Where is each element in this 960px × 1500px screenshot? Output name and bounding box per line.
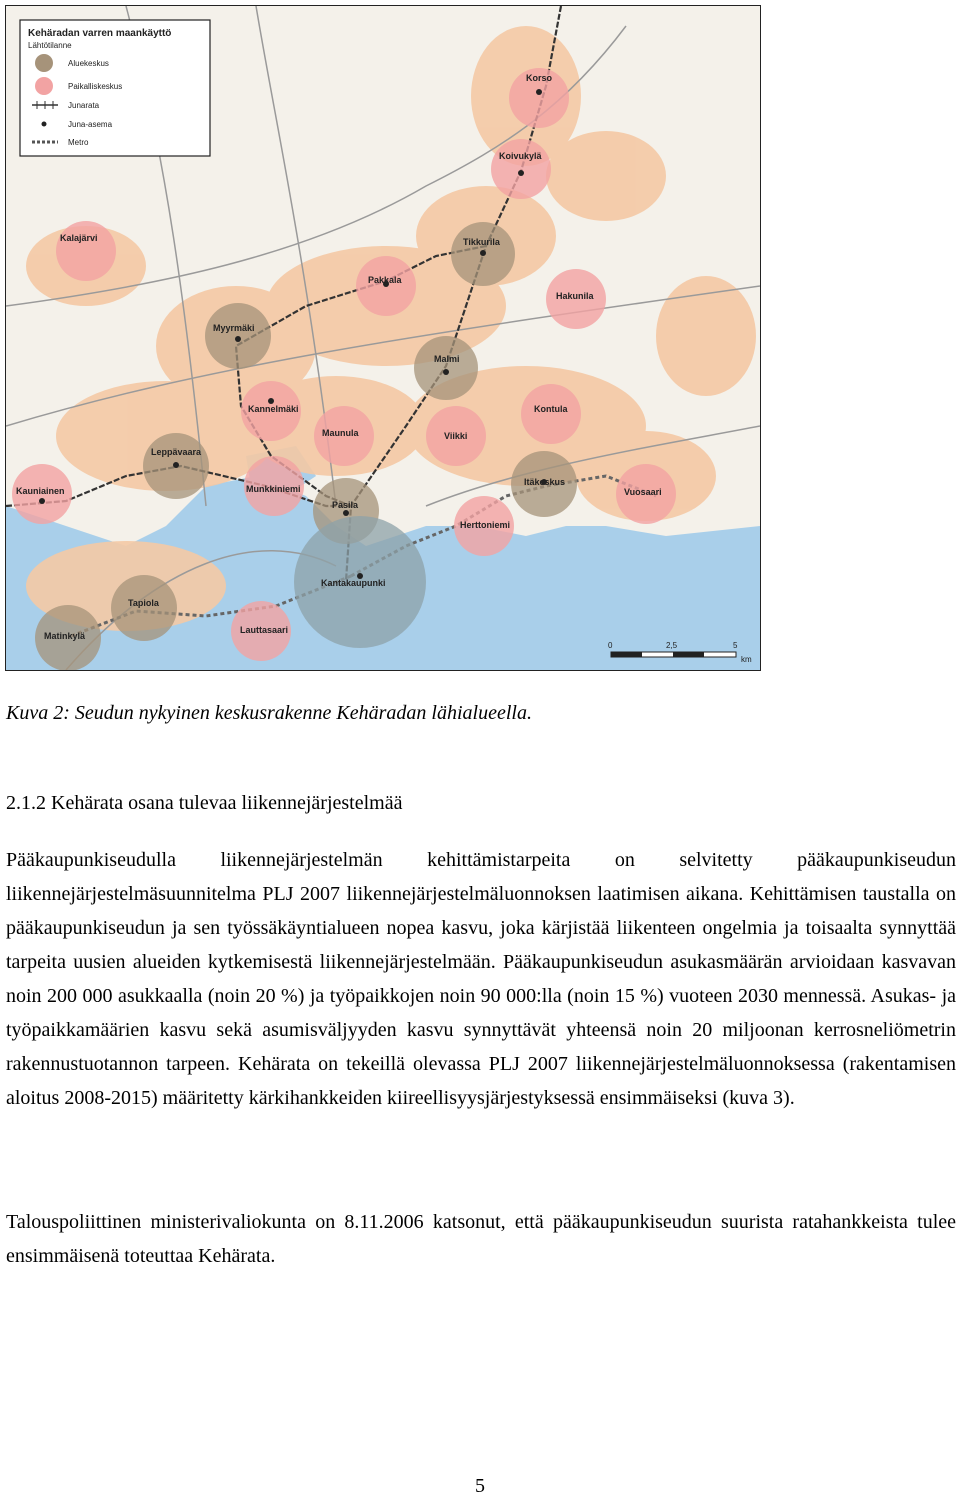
aluekeskus-circle-icon [35, 54, 53, 72]
place-label: Korso [526, 73, 553, 83]
place-label: Tapiola [128, 598, 159, 608]
place-label: Maunula [322, 428, 359, 438]
kalajarvi-circle [56, 221, 116, 281]
figure-caption: Kuva 2: Seudun nykyinen keskusrakenne Kehäradan lähialueella. [6, 702, 532, 724]
place-label: Kantakaupunki [321, 578, 386, 588]
koivukyla-circle [491, 139, 551, 199]
place-label: Hakunila [556, 291, 594, 301]
body-paragraph: Talouspoliittinen ministerivaliokunta on 8.11.2006 katsonut, että pääkaupunkiseudun suurista ratahankkeista tulee ensimmäisenä toteuttaa Kehärata. [6, 1211, 956, 1267]
paikalliskeskus-circle-icon [35, 77, 53, 95]
page-number: 5 [475, 1475, 485, 1497]
place-label: Kannelmäki [248, 404, 299, 414]
body-paragraph: Pääkaupunkiseudulla liikennejärjestelmän kehittämistarpeita on selvitetty pääkaupunkiseudun liikennejärjestelmäsuunnitelma PLJ 2007 liikennejärjestelmäluonnoksen laatimisen aikana. Kehittämisen taustalla on pääkaupunkiseudun ja sen työssäkäyntialueen nopea kasvu, joka kärjistää liikenteen ongelmia ja toisaalta synnyttää tarpeita uusien alueiden kytkemisestä liikennejärjestelmään. Pääkaupunkiseudun asukasmäärän arvioidaan kasvavan noin 200 000 asukkaalla (noin 20 %) ja työpaikkojen noin 90 000:lla (noin 15 %) vuoteen 2030 mennessä. Asukas- ja työpaikkamäärien kasvu sekä asumisväljyyden kasvu synnyttävät yhteensä noin 20 miljoonan kerrosneliömetrin rakennustuotannon tarpeen. Kehärata on tekeillä olevassa PLJ 2007 liikennejärjestelmäluonnoksessa (rakentamisen aloitus 2008-2015) määritetty kärkihankkeiden kiireellisyysjärjestyksessä ensimmäiseksi (kuva 3). [6, 849, 956, 1109]
place-label: Kontula [534, 404, 568, 414]
place-label: Myyrmäki [213, 323, 255, 333]
map-legend [20, 20, 210, 156]
place-label: Malmi [434, 354, 460, 364]
place-label: Leppävaara [151, 447, 202, 457]
place-label: Lauttasaari [240, 625, 289, 635]
legend-item-label: Paikalliskeskus [68, 82, 123, 91]
legend-subtitle: Lähtötilanne [28, 41, 72, 50]
legend-item-label: Juna-asema [68, 120, 113, 129]
place-label: Munkkiniemi [246, 484, 301, 494]
legend-item-label: Metro [68, 138, 89, 147]
scale-tick: 0 [608, 641, 613, 650]
scale-unit: km [741, 655, 752, 664]
place-label: Koivukylä [499, 151, 542, 161]
place-label: Pasila [332, 500, 359, 510]
place-label: Matinkylä [44, 631, 86, 641]
place-label: Pakkala [368, 275, 402, 285]
place-label: Itäkeskus [524, 477, 566, 487]
legend-item-label: Junarata [68, 101, 100, 110]
legend-item-label: Aluekeskus [68, 59, 109, 68]
regional-map [5, 5, 761, 671]
place-label: Tikkurila [463, 237, 500, 247]
map-canvas [6, 6, 760, 670]
place-label: Herttoniemi [460, 520, 511, 530]
legend-title: Kehäradan varren maankäyttö [28, 28, 172, 39]
malmi-circle [414, 336, 478, 400]
scale-tick: 5 [733, 641, 738, 650]
station-dot-icon [42, 122, 47, 127]
place-label: Kauniainen [16, 486, 65, 496]
place-label: Viikki [444, 431, 468, 441]
place-label: Vuosaari [624, 487, 662, 497]
tapiola-circle [111, 575, 177, 641]
scale-tick: 2,5 [666, 641, 678, 650]
kontula-circle [521, 384, 581, 444]
section-heading: 2.1.2 Kehärata osana tulevaa liikennejärjestelmää [6, 792, 403, 814]
place-label: Kalajärvi [60, 233, 98, 243]
